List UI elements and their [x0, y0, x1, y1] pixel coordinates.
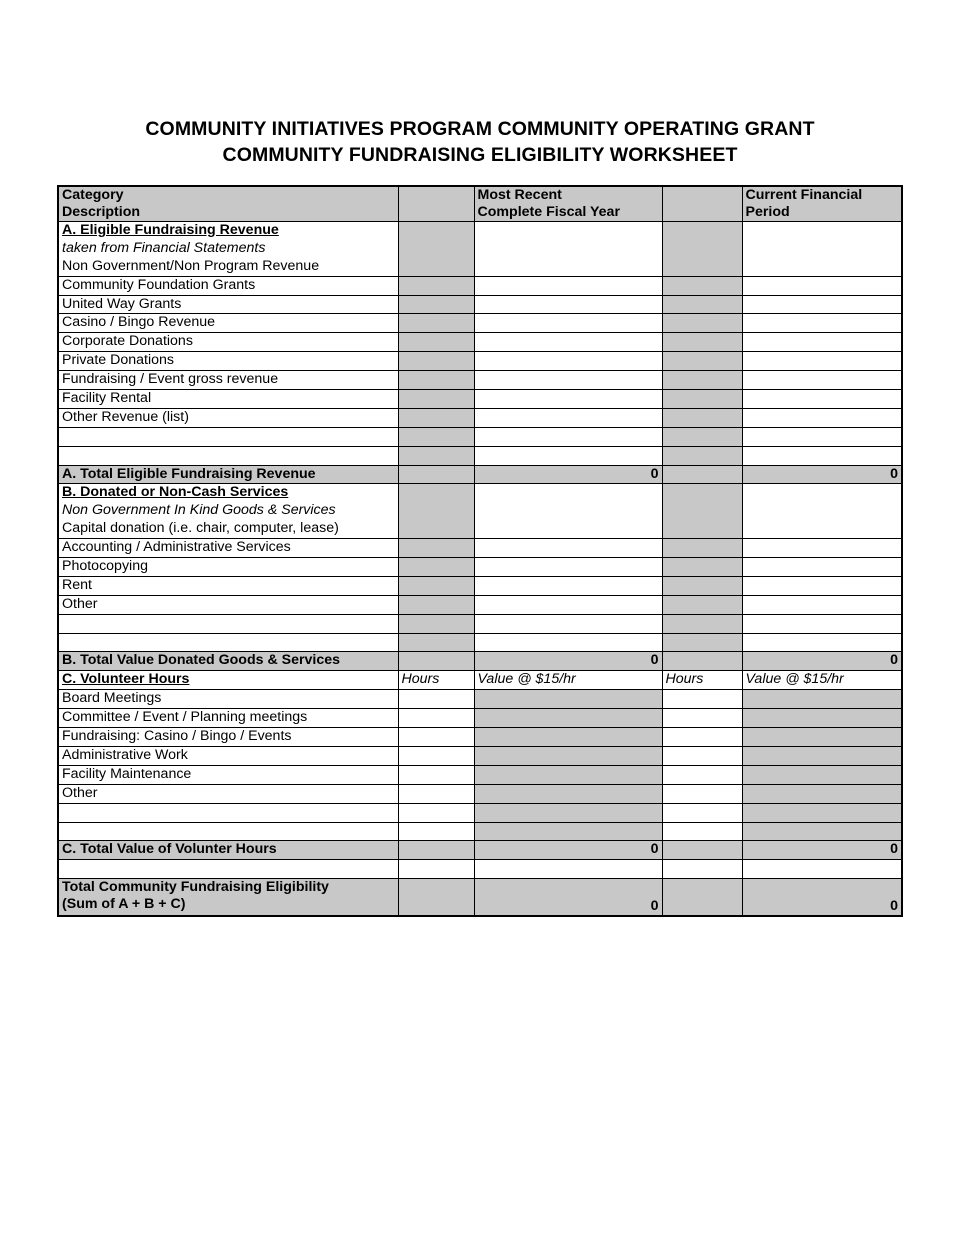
shaded-cell	[662, 371, 742, 390]
blank-row	[58, 633, 398, 652]
shaded-cell	[662, 539, 742, 558]
title-line-2: COMMUNITY FUNDRAISING ELIGIBILITY WORKSHEET	[222, 144, 738, 166]
shaded-cell	[742, 860, 902, 879]
grand-total-label: Total Community Fundraising Eligibility (Sum of A + B + C)	[58, 879, 398, 917]
cell-input[interactable]	[742, 314, 902, 333]
shaded-cell	[742, 784, 902, 803]
cell-input[interactable]	[742, 446, 902, 465]
cell-input[interactable]	[474, 539, 662, 558]
cell-input[interactable]	[742, 427, 902, 446]
cell-input[interactable]	[742, 222, 902, 277]
list-item: Corporate Donations	[58, 333, 398, 352]
shaded-cell	[398, 295, 474, 314]
cell-input[interactable]	[742, 408, 902, 427]
shaded-cell	[398, 314, 474, 333]
section-b-heading: B. Donated or Non-Cash Services	[58, 484, 398, 502]
shaded-cell	[474, 765, 662, 784]
section-b-subheading: Non Government In Kind Goods & Services	[58, 502, 398, 520]
list-item: Capital donation (i.e. chair, computer, lease)	[58, 520, 398, 538]
shaded-cell	[398, 390, 474, 409]
cell-input[interactable]	[742, 276, 902, 295]
section-a-total-row	[58, 465, 902, 484]
shaded-cell	[474, 822, 662, 841]
section-a-subheading: taken from Financial Statements	[58, 240, 398, 258]
shaded-cell	[398, 614, 474, 633]
shaded-cell	[662, 465, 742, 484]
shaded-cell	[662, 276, 742, 295]
list-item: Accounting / Administrative Services	[58, 539, 398, 558]
list-item: Board Meetings	[58, 690, 398, 709]
title-line-1: COMMUNITY INITIATIVES PROGRAM COMMUNITY OPERATING GRANT	[145, 118, 815, 140]
list-item: Photocopying	[58, 558, 398, 577]
cell-input[interactable]	[742, 595, 902, 614]
eligibility-table	[57, 185, 903, 917]
list-item: Casino / Bingo Revenue	[58, 314, 398, 333]
section-c-total-label: C. Total Value of Volunter Hours	[58, 841, 398, 860]
cell-input[interactable]	[742, 295, 902, 314]
header-current-period: Current Financial Period	[742, 186, 902, 222]
shaded-cell	[398, 595, 474, 614]
shaded-cell	[58, 860, 398, 879]
cell-input[interactable]	[474, 276, 662, 295]
shaded-cell	[742, 746, 902, 765]
cell-input[interactable]	[662, 822, 742, 841]
list-item: Non Government/Non Program Revenue	[58, 258, 398, 276]
cell-input[interactable]	[474, 408, 662, 427]
list-item: Fundraising / Event gross revenue	[58, 371, 398, 390]
cell-input[interactable]	[474, 576, 662, 595]
list-item: Other	[58, 784, 398, 803]
shaded-cell	[742, 765, 902, 784]
cell-input[interactable]	[662, 784, 742, 803]
shaded-cell	[398, 539, 474, 558]
value-label: Value @ $15/hr	[742, 671, 902, 690]
cell-input[interactable]	[398, 765, 474, 784]
grand-total-row	[58, 879, 902, 917]
section-a-heading-row	[58, 222, 902, 240]
cell-input[interactable]	[474, 484, 662, 539]
blank-row	[58, 427, 398, 446]
shaded-cell	[398, 371, 474, 390]
shaded-cell	[398, 427, 474, 446]
section-a-heading: A. Eligible Fundraising Revenue	[58, 222, 398, 240]
cell-input[interactable]	[742, 352, 902, 371]
shaded-cell	[662, 352, 742, 371]
shaded-cell	[662, 408, 742, 427]
cell-input[interactable]	[474, 614, 662, 633]
cell-input[interactable]	[474, 295, 662, 314]
blank-row	[58, 803, 398, 822]
cell-input[interactable]	[742, 576, 902, 595]
cell-input[interactable]	[742, 633, 902, 652]
shaded-cell	[662, 860, 742, 879]
cell-input[interactable]	[742, 390, 902, 409]
document-title	[0, 116, 960, 168]
shaded-cell	[398, 465, 474, 484]
shaded-cell	[662, 841, 742, 860]
shaded-cell	[474, 709, 662, 728]
header-blank-2	[662, 186, 742, 222]
header-most-recent: Most Recent Complete Fiscal Year	[474, 186, 662, 222]
cell-input[interactable]	[398, 690, 474, 709]
shaded-cell	[742, 822, 902, 841]
cell-input[interactable]	[742, 484, 902, 539]
shaded-cell	[398, 576, 474, 595]
grand-total-recent: 0	[474, 879, 662, 917]
list-item: Facility Maintenance	[58, 765, 398, 784]
cell-input[interactable]	[742, 371, 902, 390]
cell-input[interactable]	[662, 709, 742, 728]
cell-input[interactable]	[474, 427, 662, 446]
header-category: Category Description	[58, 186, 398, 222]
cell-input[interactable]	[398, 728, 474, 747]
cell-input[interactable]	[662, 746, 742, 765]
cell-input[interactable]	[662, 728, 742, 747]
hours-label: Hours	[398, 671, 474, 690]
shaded-cell	[398, 633, 474, 652]
cell-input[interactable]	[662, 690, 742, 709]
section-b-heading-row	[58, 484, 902, 502]
section-c-heading: C. Volunteer Hours	[58, 671, 398, 690]
section-c-total-recent: 0	[474, 841, 662, 860]
cell-input[interactable]	[474, 314, 662, 333]
cell-input[interactable]	[742, 558, 902, 577]
section-c-heading-row	[58, 671, 902, 690]
cell-input[interactable]	[474, 352, 662, 371]
cell-input[interactable]	[742, 614, 902, 633]
cell-input[interactable]	[474, 633, 662, 652]
shaded-cell	[662, 446, 742, 465]
cell-input[interactable]	[662, 765, 742, 784]
shaded-cell	[662, 484, 742, 539]
section-c-total-current: 0	[742, 841, 902, 860]
shaded-cell	[474, 803, 662, 822]
cell-input[interactable]	[474, 390, 662, 409]
shaded-cell	[474, 746, 662, 765]
list-item: Private Donations	[58, 352, 398, 371]
shaded-cell	[474, 690, 662, 709]
shaded-cell	[662, 879, 742, 917]
section-b-total-label: B. Total Value Donated Goods & Services	[58, 652, 398, 671]
shaded-cell	[662, 427, 742, 446]
section-a-total-label: A. Total Eligible Fundraising Revenue	[58, 465, 398, 484]
cell-input[interactable]	[474, 371, 662, 390]
shaded-cell	[474, 860, 662, 879]
list-item: Fundraising: Casino / Bingo / Events	[58, 728, 398, 747]
spacer-row	[58, 860, 902, 879]
list-item: United Way Grants	[58, 295, 398, 314]
cell-input[interactable]	[398, 822, 474, 841]
cell-input[interactable]	[474, 558, 662, 577]
cell-input[interactable]	[474, 222, 662, 277]
shaded-cell	[398, 446, 474, 465]
grand-total-current: 0	[742, 879, 902, 917]
shaded-cell	[662, 595, 742, 614]
blank-row	[58, 446, 398, 465]
section-a-total-current: 0	[742, 465, 902, 484]
shaded-cell	[474, 784, 662, 803]
cell-input[interactable]	[398, 784, 474, 803]
list-item: Community Foundation Grants	[58, 276, 398, 295]
list-item: Rent	[58, 576, 398, 595]
shaded-cell	[398, 879, 474, 917]
cell-input[interactable]	[474, 446, 662, 465]
shaded-cell	[398, 352, 474, 371]
header-row	[58, 186, 902, 222]
cell-input[interactable]	[474, 333, 662, 352]
shaded-cell	[662, 633, 742, 652]
list-item: Committee / Event / Planning meetings	[58, 709, 398, 728]
cell-input[interactable]	[662, 803, 742, 822]
shaded-cell	[474, 728, 662, 747]
section-b-total-row	[58, 652, 902, 671]
shaded-cell	[398, 333, 474, 352]
shaded-cell	[742, 709, 902, 728]
shaded-cell	[398, 408, 474, 427]
shaded-cell	[662, 614, 742, 633]
cell-input[interactable]	[474, 595, 662, 614]
shaded-cell	[742, 690, 902, 709]
section-c-total-row	[58, 841, 902, 860]
value-label: Value @ $15/hr	[474, 671, 662, 690]
list-item: Other	[58, 595, 398, 614]
section-a-total-recent: 0	[474, 465, 662, 484]
shaded-cell	[662, 222, 742, 277]
shaded-cell	[398, 841, 474, 860]
header-blank-1	[398, 186, 474, 222]
shaded-cell	[662, 652, 742, 671]
shaded-cell	[398, 558, 474, 577]
shaded-cell	[398, 276, 474, 295]
shaded-cell	[662, 558, 742, 577]
shaded-cell	[662, 314, 742, 333]
shaded-cell	[398, 484, 474, 539]
cell-input[interactable]	[398, 803, 474, 822]
hours-label: Hours	[662, 671, 742, 690]
shaded-cell	[742, 728, 902, 747]
section-b-total-recent: 0	[474, 652, 662, 671]
list-item: Other Revenue (list)	[58, 408, 398, 427]
section-b-total-current: 0	[742, 652, 902, 671]
blank-row	[58, 822, 398, 841]
cell-input[interactable]	[398, 709, 474, 728]
shaded-cell	[662, 576, 742, 595]
shaded-cell	[742, 803, 902, 822]
shaded-cell	[398, 222, 474, 277]
cell-input[interactable]	[398, 746, 474, 765]
shaded-cell	[662, 390, 742, 409]
cell-input[interactable]	[742, 333, 902, 352]
cell-input[interactable]	[742, 539, 902, 558]
shaded-cell	[662, 295, 742, 314]
shaded-cell	[398, 652, 474, 671]
list-item: Facility Rental	[58, 390, 398, 409]
shaded-cell	[662, 333, 742, 352]
shaded-cell	[398, 860, 474, 879]
blank-row	[58, 614, 398, 633]
list-item: Administrative Work	[58, 746, 398, 765]
